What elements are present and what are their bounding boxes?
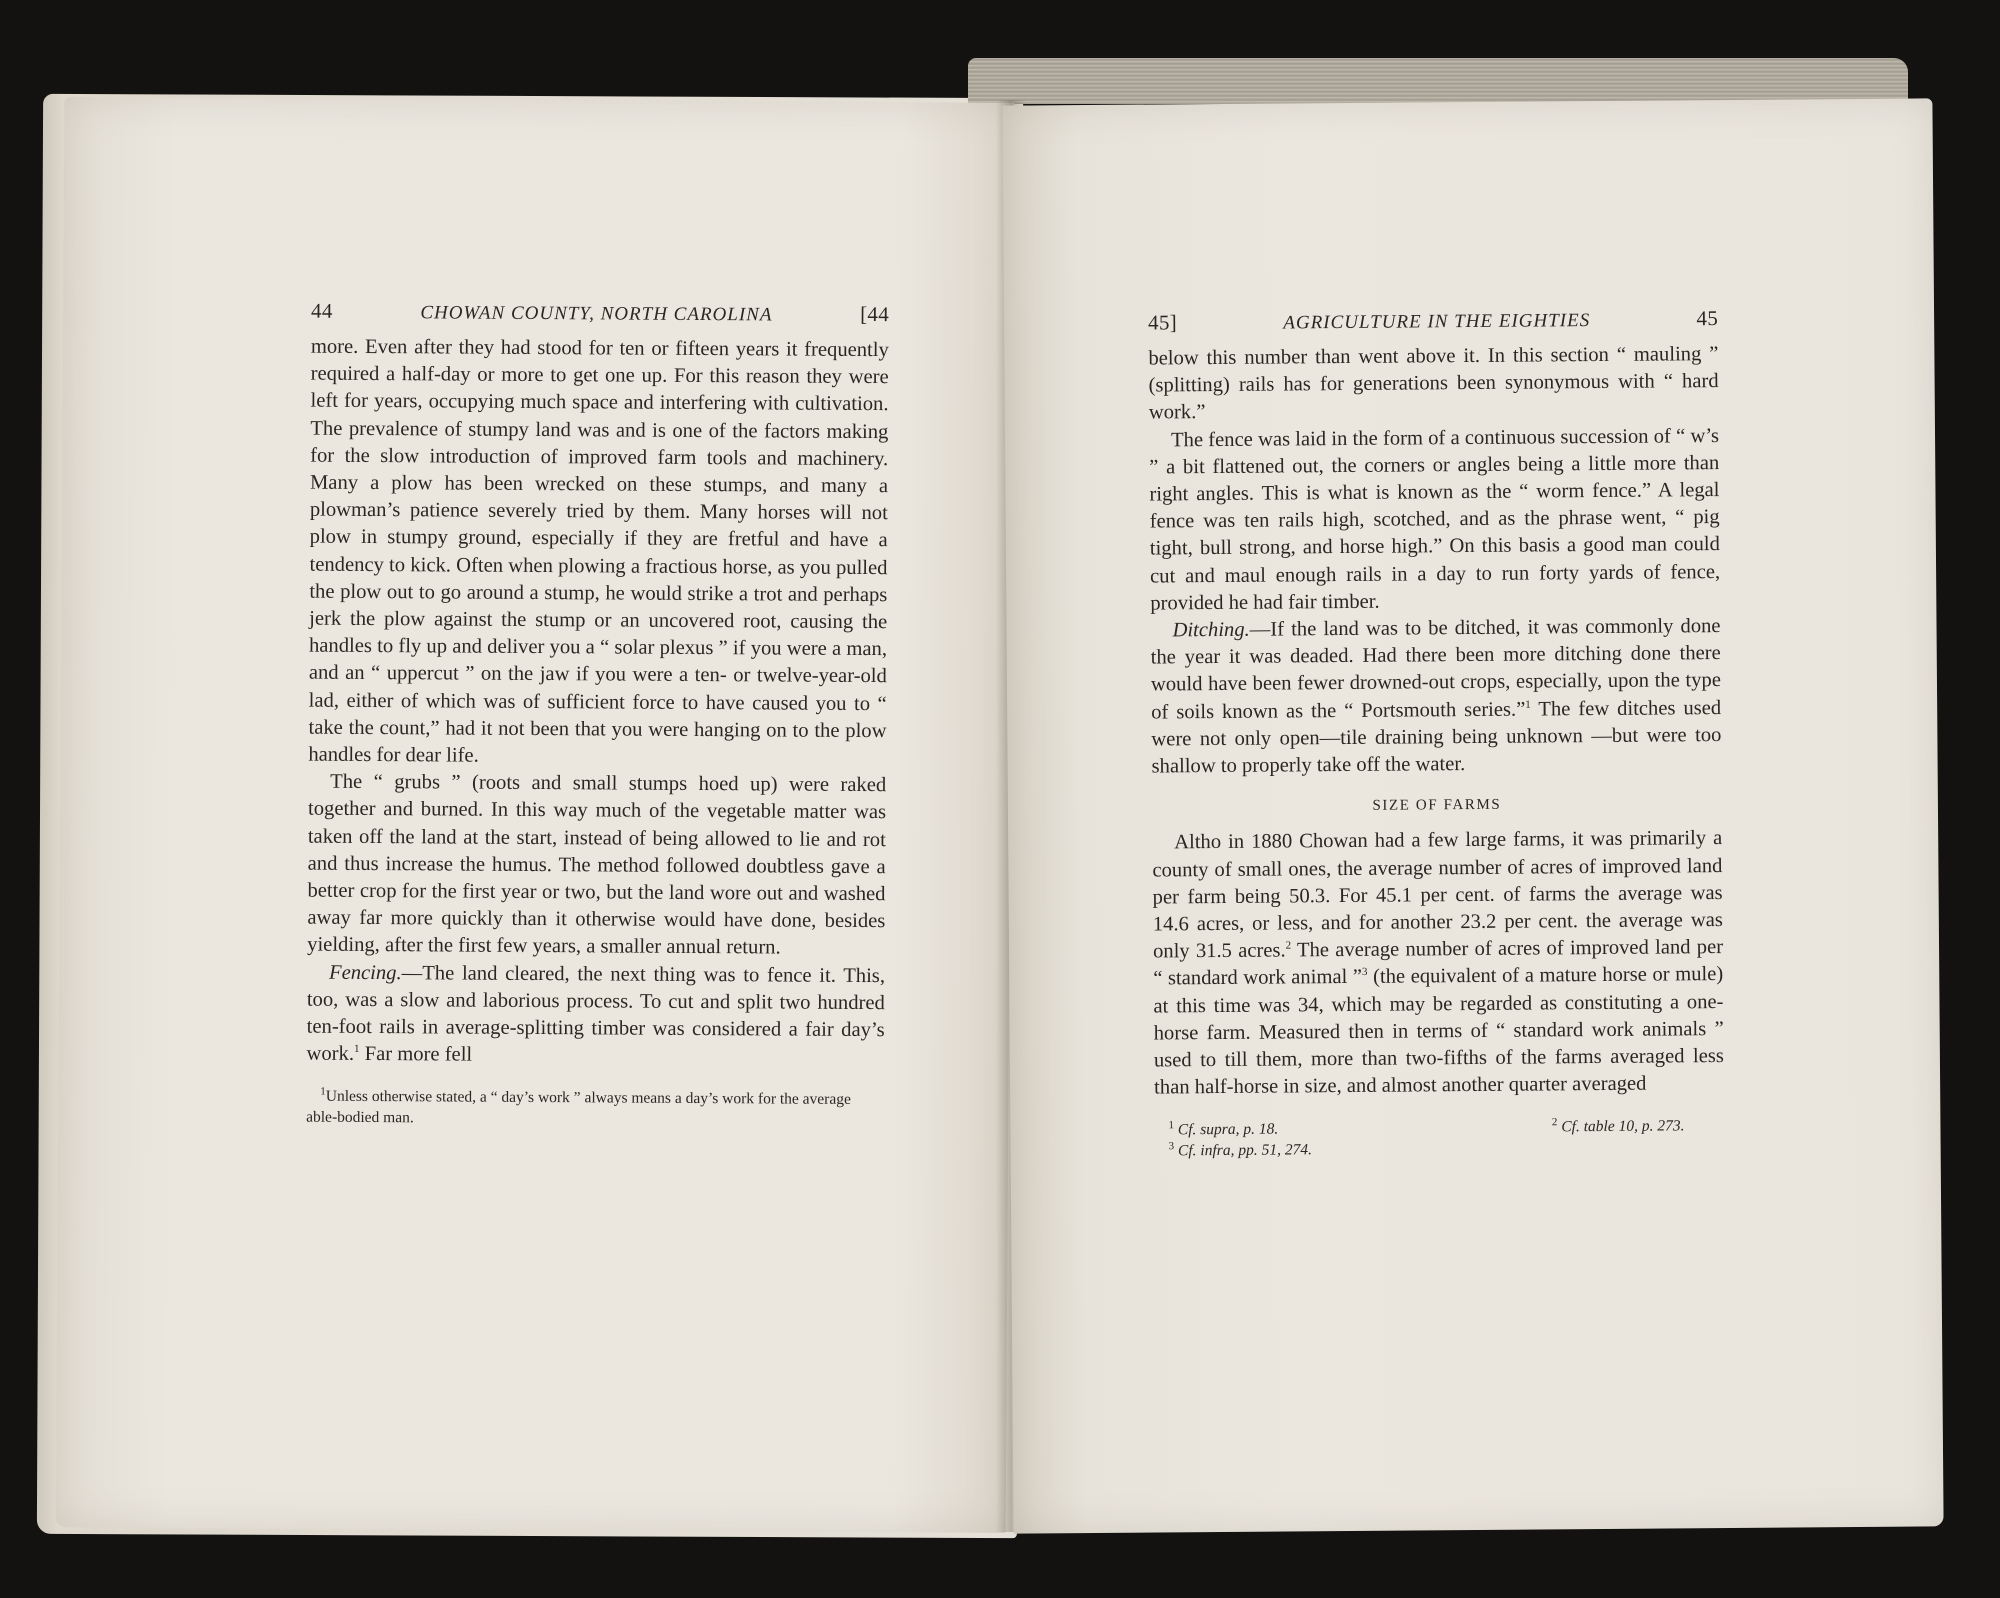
- right-running-title: AGRICULTURE IN THE EIGHTIES: [1283, 310, 1591, 334]
- ditching-tail: The few ditches used were not only open—tile draining being unknown —but were too shallow to properly take off the water.: [1151, 696, 1722, 778]
- fencing-footnote-mark: 1: [354, 1043, 360, 1056]
- fencing-paragraph: [306, 959, 885, 1071]
- left-body-text: [306, 334, 888, 1072]
- left-footnote-1: [306, 1086, 884, 1132]
- left-running-title: CHOWAN COUNTY, NORTH CAROLINA: [420, 302, 773, 326]
- right-footnote-1-text: Cf. supra, p. 18.: [1177, 1121, 1279, 1139]
- farms-text-a: Altho in 1880 Chowan had a few large farms, it was primarily a county of small ones, the average number of acres of improved land per farm being 50.3. For 45.1 per cent. of farms the average was 14.6 acres, or less, and for another 23.2 per cent. the average was only 31.5 acres.: [1152, 827, 1723, 963]
- left-page: [56, 97, 1015, 1533]
- right-page-content: [1148, 306, 1725, 1162]
- fencing-tail: Far more fell: [359, 1043, 473, 1066]
- farms-text-b: The average number of acres of improved land per “ standard work animal ”: [1153, 936, 1724, 990]
- right-body-text: [1148, 341, 1724, 1102]
- right-running-head: [1148, 306, 1718, 335]
- right-footnotes: [1154, 1116, 1724, 1162]
- right-bracket-number: 45]: [1148, 310, 1178, 335]
- right-footnote-2-text: Cf. table 10, p. 273.: [1561, 1117, 1685, 1136]
- right-footnote-3: [1155, 1137, 1725, 1162]
- right-paragraph-1: below this number than went above it. In this section “ mauling ” (splitting) rails has for generations been synonymous with “ hard work.”: [1148, 343, 1719, 424]
- farms-footnote-mark-3: 3: [1361, 966, 1368, 979]
- ditching-text: —If the land was to be ditched, it was commonly done the year it was deaded. Had there been more ditching done there would have been fewer drowned-out crops, especially, upon the type of soils known as the “ Portsmouth series.”: [1150, 615, 1722, 724]
- left-page-number: 44: [311, 298, 333, 323]
- ditching-footnote-mark: 1: [1525, 698, 1531, 711]
- right-footnote-row-1: [1154, 1116, 1724, 1141]
- section-heading: SIZE OF FARMS: [1372, 797, 1502, 815]
- right-paragraph-2: The fence was laid in the form of a continuous succession of “ w’s ” a bit flattened out, the corners or angles being a little more than right angles. This is what is known as the “ worm fence.” A legal fence was ten rails high, scotched, and as the phrase went, “ pig tight, bull strong, and horse high.” On this basis a good man could cut and maul enough rails in a day to run forty yards of fence, provided he had fair timber.: [1149, 424, 1721, 615]
- right-page-number: 45: [1696, 306, 1719, 331]
- left-paragraph-2: The “ grubs ” (roots and small stumps hoed up) were raked together and burned. In this way much of the vegetable matter was taken off the land at the start, instead of being allowed to lie and rot and thus increase the humus. The method followed doubtless gave a better crop for the first year or two, but the land wore out and washed away far more quickly than it otherwise would have done, besides yielding, after the first few years, a smaller annual return.: [307, 770, 887, 959]
- fencing-label: Fencing.: [328, 961, 402, 984]
- farms-paragraph: [1152, 825, 1724, 1101]
- farms-footnote-mark-2: 2: [1285, 939, 1292, 952]
- right-footnote-1: [1154, 1119, 1278, 1141]
- left-paragraph-1: more. Even after they had stood for ten or fifteen years it frequently required a half-day or more to get one up. For this reason they were left for years, occupying much space and interfering with cultivation. The prevalence of stumpy land was and is one of the factors making for the slow introduction of improved farm tools and machinery. Many a plow has been wrecked on these stumps, and many a plowman’s patience severely tried by them. Many horses will not plow in stumpy ground, especially if they are fretful and have a tendency to kick. Often when plowing a fractious horse, as you pulled the plow out to go around a stump, he would strike a trot and perhaps jerk the plow against the stump or an uncovered root, causing the handles to fly up and deliver you a “ solar plexus ” if you were a man, and an “ uppercut ” on the jaw if you were a ten- or twelve-year-old lad, either of which was of sufficient force to have caused you to “ take the count,” had it not been that you were hanging on to the plow handles for dear life.: [308, 335, 889, 767]
- left-footnote-1-mark: 1: [320, 1086, 326, 1099]
- right-footnote-2: [1552, 1116, 1725, 1138]
- farms-text-c: (the equivalent of a mature horse or mule) at this time was 34, which may be regarded as constituting a one-horse farm. Measured then in terms of “ standard work animals ” used to till them, more than two-fifths of the farms averaged less than half-horse in size, and almost another quarter averaged: [1153, 963, 1724, 1099]
- left-running-head: [311, 299, 889, 328]
- right-page-edges: [968, 58, 1908, 104]
- right-footnote-1-mark: 1: [1168, 1119, 1174, 1132]
- left-footnote-1-text: Unless otherwise stated, a “ day’s work ” always means a day’s work for the average able-bodied man.: [306, 1088, 851, 1127]
- left-page-content: [306, 299, 889, 1132]
- left-bracket-number: [44: [860, 301, 890, 327]
- right-footnote-3-text: Cf. infra, pp. 51, 274.: [1177, 1141, 1312, 1160]
- right-footnote-2-mark: 2: [1551, 1116, 1558, 1129]
- ditching-label: Ditching.: [1172, 618, 1250, 642]
- left-footnotes: [306, 1086, 884, 1132]
- ditching-paragraph: [1150, 613, 1721, 781]
- right-footnote-3-mark: 3: [1168, 1140, 1175, 1153]
- right-page: [1002, 98, 1943, 1533]
- fencing-text: —The land cleared, the next thing was to fence it. This, too, was a slow and laborious process. To cut and split two hundred ten-foot rails in average-splitting timber was considered a fair day’s work.: [306, 961, 886, 1066]
